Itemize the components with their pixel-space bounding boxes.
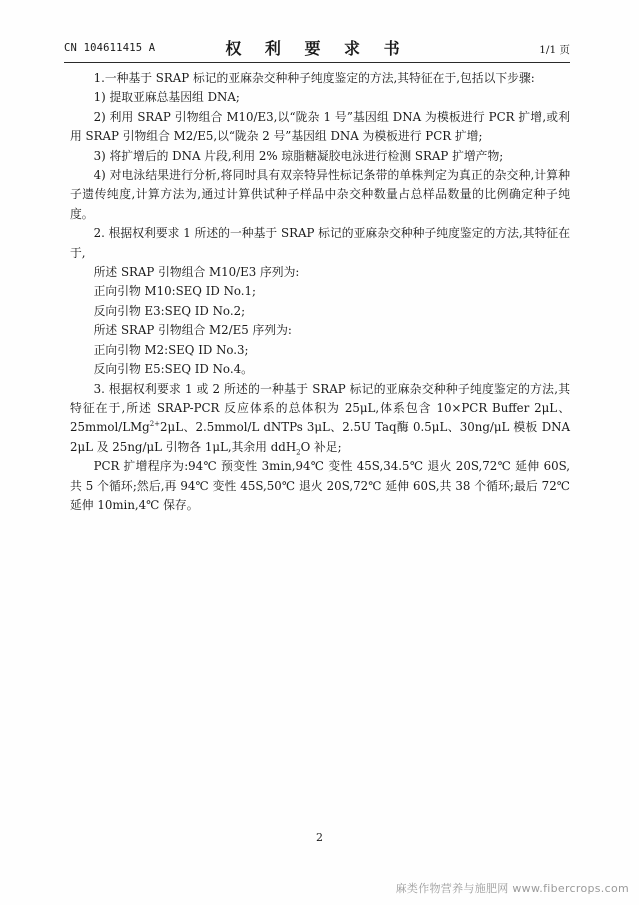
claim-2-line-6: 反向引物 E5:SEQ ID No.4。	[93, 362, 253, 377]
claim-2-line-4: 所述 SRAP 引物组合 M2/E5 序列为:	[93, 323, 292, 338]
claim-3-reaction-system	[70, 380, 570, 458]
claim-1-step-1: 1) 提取亚麻总基因组 DNA;	[93, 90, 240, 105]
claim-1-step-4: 4) 对电泳结果进行分析,将同时具有双亲特异性标记条带的单株判定为真正的杂交种,计算种子遗传纯度,计算方法为,通过计算供试种子样品中杂交种数量占总样品数量的比例确定种子纯度。	[70, 168, 570, 221]
claim-2-line-3: 反向引物 E3:SEQ ID No.2;	[93, 303, 246, 318]
claim-2-line-1: 所述 SRAP 引物组合 M10/E3 序列为:	[93, 265, 300, 280]
claim-3-pcr-program: PCR 扩增程序为:94℃ 预变性 3min,94℃ 变性 45S,34.5℃ 退火 20S,72℃ 延伸 60S,共 5 个循环;然后,再 94℃ 变性 45S,50℃ 退火 20S,72℃ 延伸 60S,共 38 个循环;最后 72℃ 延伸 10min,4℃ 保存。	[70, 459, 570, 512]
patent-number: CN 104611415 A	[64, 42, 156, 54]
ddh2o-subscript: 2	[296, 448, 301, 457]
page-indicator: 1/1 页	[539, 44, 570, 56]
claim-3-text-a: 3. 根据权利要求 1 或 2 所述的一种基于 SRAP 标记的亚麻杂交种种子纯度鉴定的方法,其特征在于,所述 SRAP-PCR 反应体系的总体积为 25μL,体系包含 10×PCR Buffer 2μL、25mmol/LMg	[70, 381, 570, 435]
claim-2-line-2: 正向引物 M10:SEQ ID No.1;	[93, 284, 257, 299]
claim-1-intro: 1.一种基于 SRAP 标记的亚麻杂交种种子纯度鉴定的方法,其特征在于,包括以下步骤:	[93, 71, 535, 85]
mg-charge-superscript: 2+	[149, 420, 161, 429]
claim-1-step-2: 2) 利用 SRAP 引物组合 M10/E3,以“陇杂 1 号”基因组 DNA 为模板进行 PCR 扩增,或利用 SRAP 引物组合 M2/E5,以“陇杂 2 号”基因组 DNA 为模板进行 PCR 扩增;	[70, 109, 570, 144]
claims-body	[70, 69, 570, 515]
claim-3-text-b: 2μL、2.5mmol/L dNTPs 3μL、2.5U Taq酶 0.5μL、30ng/μL 模板 DNA 2μL 及 25ng/μL 引物各 1μL,其余用 ddH	[70, 420, 570, 454]
claim-2-line-5: 正向引物 M2:SEQ ID No.3;	[93, 342, 249, 357]
claim-3-text-c: O 补足;	[300, 439, 342, 454]
claim-1-step-3: 3) 将扩增后的 DNA 片段,利用 2% 琼脂糖凝胶电泳进行检测 SRAP 扩增产物;	[93, 148, 504, 163]
header-rule	[64, 62, 570, 63]
page-number: 2	[316, 831, 323, 844]
document-title: 权 利 要 求 书	[225, 39, 409, 58]
page-header	[64, 38, 570, 60]
claim-2-intro: 2. 根据权利要求 1 所述的一种基于 SRAP 标记的亚麻杂交种种子纯度鉴定的方法,其特征在于,	[70, 226, 570, 260]
site-watermark: 麻类作物营养与施肥网 www.fibercrops.com	[395, 882, 629, 895]
